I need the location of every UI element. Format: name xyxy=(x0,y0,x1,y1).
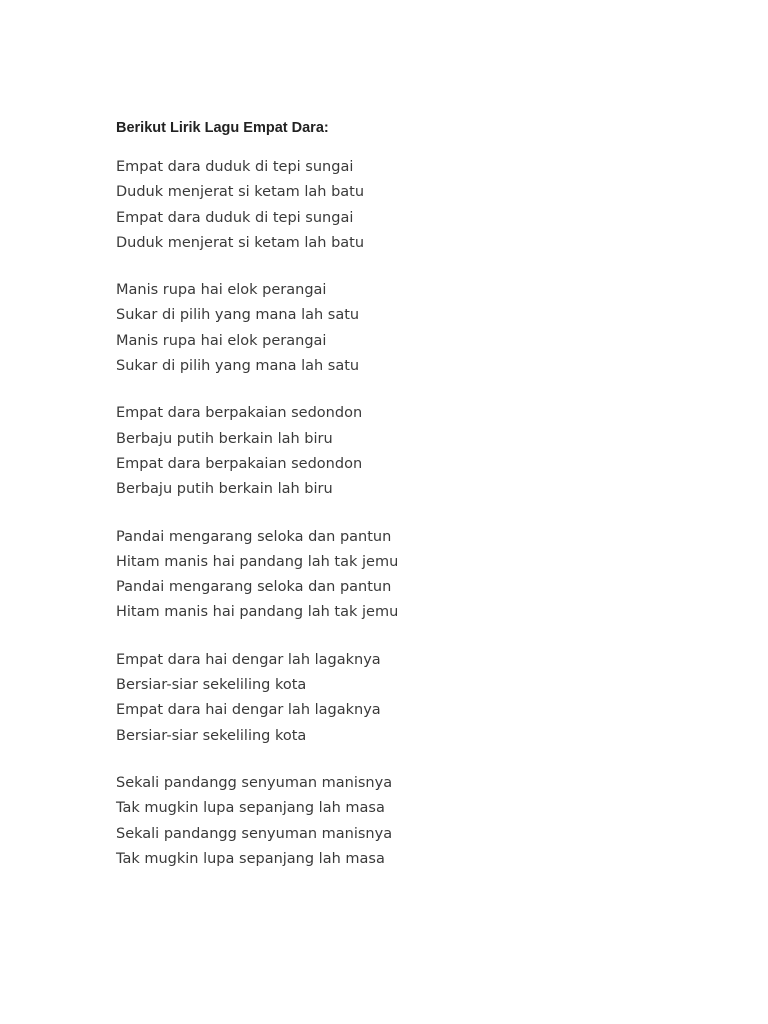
lyric-line: Berbaju putih berkain lah biru xyxy=(116,430,333,447)
lyric-line: Berbaju putih berkain lah biru xyxy=(116,481,333,498)
lyric-line: Empat dara hai dengar lah lagaknya xyxy=(116,702,381,719)
lyric-line: Manis rupa hai elok perangai xyxy=(116,332,327,349)
lyric-line: Sukar di pilih yang mana lah satu xyxy=(116,307,360,324)
lyric-line: Empat dara berpakaian sedondon xyxy=(116,405,363,422)
stanza-4 xyxy=(116,525,716,626)
stanza-2 xyxy=(116,278,716,379)
lyric-line: Duduk menjerat si ketam lah batu xyxy=(116,234,365,251)
stanza-3 xyxy=(116,401,716,502)
lyric-line: Manis rupa hai elok perangai xyxy=(116,282,327,299)
lyric-line: Empat dara duduk di tepi sungai xyxy=(116,209,354,226)
lyric-line: Duduk menjerat si ketam lah batu xyxy=(116,184,365,201)
lyric-line: Sukar di pilih yang mana lah satu xyxy=(116,358,360,375)
lyric-line: Pandai mengarang seloka dan pantun xyxy=(116,528,392,545)
lyric-line: Empat dara hai dengar lah lagaknya xyxy=(116,651,381,668)
lyric-line: Tak mugkin lupa sepanjang lah masa xyxy=(116,850,385,867)
stanza-1 xyxy=(116,155,716,256)
lyric-line: Empat dara duduk di tepi sungai xyxy=(116,159,354,175)
document-title: Berikut Lirik Lagu Empat Dara: xyxy=(116,120,329,136)
lyric-line: Hitam manis hai pandang lah tak jemu xyxy=(116,604,399,621)
lyric-line: Bersiar-siar sekeliling kota xyxy=(116,727,307,744)
stanza-5 xyxy=(116,648,716,749)
stanza-6 xyxy=(116,771,716,872)
lyric-line: Hitam manis hai pandang lah tak jemu xyxy=(116,553,399,570)
lyric-line: Pandai mengarang seloka dan pantun xyxy=(116,579,392,596)
lyric-line: Empat dara berpakaian sedondon xyxy=(116,455,363,472)
lyric-line: Tak mugkin lupa sepanjang lah masa xyxy=(116,800,385,817)
lyric-line: Bersiar-siar sekeliling kota xyxy=(116,677,307,694)
lyric-line: Sekali pandangg senyuman manisnya xyxy=(116,825,393,842)
document-page xyxy=(116,117,716,894)
lyric-line: Sekali pandangg senyuman manisnya xyxy=(116,774,393,791)
